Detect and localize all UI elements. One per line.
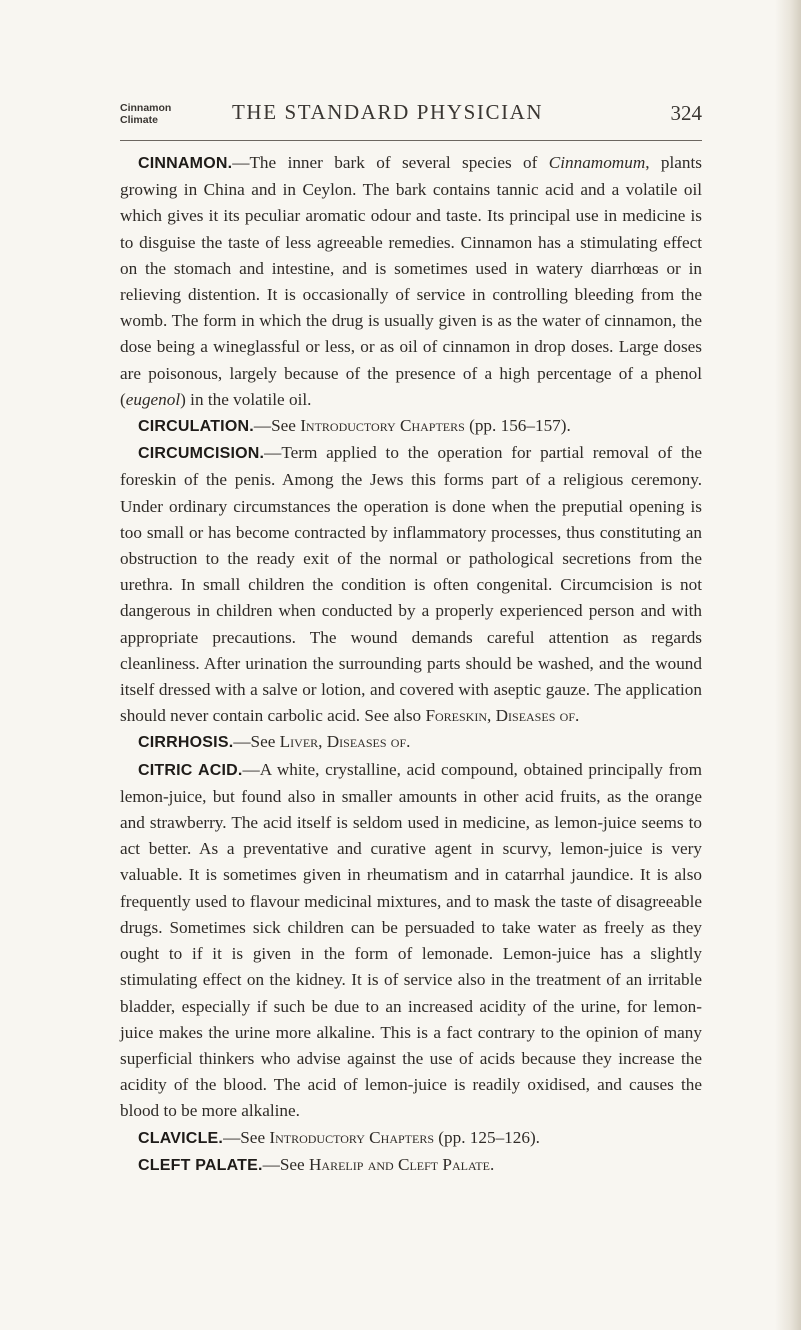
entry-text: —The inner bark of several species of <box>232 153 549 172</box>
entry-clavicle <box>120 1125 702 1152</box>
entry-circumcision <box>120 440 702 729</box>
book-title: THE STANDARD PHYSICIAN <box>232 100 544 124</box>
page-number: 324 <box>670 101 702 125</box>
italic-term: Cinnamomum <box>548 153 646 172</box>
headword: CLAVICLE. <box>138 1129 224 1147</box>
entry-cirrhosis <box>120 729 702 756</box>
entry-citric-acid <box>120 757 702 1125</box>
cross-reference: Foreskin, Diseases of <box>425 706 576 726</box>
entry-text: —See <box>262 1154 309 1174</box>
entry-text: . <box>575 706 580 726</box>
page-edge-shadow <box>775 0 801 1330</box>
headword: CIRCUMCISION. <box>138 445 265 463</box>
entry-text: —See <box>223 1127 270 1147</box>
headword: CLEFT PALATE. <box>138 1156 263 1174</box>
entry-cleft-palate <box>120 1152 702 1179</box>
headword: CITRIC ACID. <box>138 761 243 779</box>
entry-circulation <box>120 413 702 440</box>
text-body <box>120 150 702 1179</box>
catchword-last: Climate <box>120 114 158 126</box>
catchwords <box>120 102 171 126</box>
entry-text: —Term applied to the operation for partial removal of the foreskin of the penis. Among the Jews this forms part of a religious ceremony. Under ordinary circumstances the operation is done when the preputial opening is too small or has become contracted by inflammatory processes, thus constituting an obstruction to the ready exit of the normal or pathological secretions from the urethra. In small children the condition is often congenital. Circumcision is not dangerous in children when conducted by a properly experienced person and with appropriate precautions. The wound demands careful attention as regards cleanliness. After urination the surrounding parts should be washed, and the wound itself dressed with a salve or lotion, and covered with aseptic gauze. The application should never contain carbolic acid. See also <box>120 443 702 726</box>
cross-reference: Harelip and Cleft Palate <box>308 1154 490 1174</box>
entry-text: ) in the volatile oil. <box>180 389 312 409</box>
cross-reference: Liver, Diseases of <box>279 732 407 752</box>
headword: CIRRHOSIS. <box>138 734 234 752</box>
running-head <box>120 100 702 140</box>
cross-reference: Introductory Chapters <box>300 416 465 436</box>
entry-text: —See <box>253 416 301 436</box>
entry-text: (pp. 156–157). <box>464 416 571 436</box>
headword: CIRCULATION. <box>138 418 254 436</box>
catchword-first: Cinnamon <box>120 102 172 114</box>
entry-text: —See <box>233 732 280 752</box>
entry-text: (pp. 125–126). <box>434 1127 540 1147</box>
entry-cinnamon <box>120 150 702 413</box>
entry-text: , plants growing in China and in Ceylon. The bark contains tannic acid and a volatile oil which gives it its peculiar aromatic odour and taste. Its principal use in medicine is to disguise the taste of less agreeable remedies. Cinnamon has a stimulating effect on the stomach and intestine, and is sometimes used in watery diarrhœas or in relieving distention. It is occasionally of service in controlling bleeding from the womb. The form in which the drug is usually given is as the water of cinnamon, the dose being a wineglassful or less, or as oil of cinnamon in drop doses. Large doses are poisonous, largely because of the presence of a high percentage of a phenol ( <box>120 153 702 409</box>
headword: CINNAMON. <box>138 155 233 172</box>
entry-text: . <box>406 732 411 752</box>
entry-text: —A white, crystalline, acid compound, obtained principally from lemon-juice, but found also in smaller amounts in other acid fruits, as the orange and strawberry. The acid itself is seldom used in medicine, as lemon-juice seems to act better. As a preventative and curative agent in scurvy, lemon-juice is very valuable. It is sometimes given in rheumatism and in catarrhal jaundice. It is also frequently used to flavour medicinal mixtures, and to mask the taste of disagreeable drugs. Sometimes sick children can be persuaded to take water as freely as they ought to if it is given in the form of lemonade. Lemon-juice has a slightly stimulating effect on the kidney. It is of service also in the treatment of an irritable bladder, especially if such be due to an increased acidity of the urine, for lemon-juice makes the urine more alkaline. This is a fact contrary to the opinion of many superficial thinkers who advise against the use of acids because they increase the acidity of the blood. The acid of lemon-juice is readily oxidised, and causes the blood to be more alkaline. <box>120 759 702 1121</box>
cross-reference: Introductory Chapters <box>269 1127 434 1147</box>
italic-term: eugenol <box>125 389 181 409</box>
entry-text: . <box>489 1154 495 1174</box>
header-rule <box>120 140 702 141</box>
